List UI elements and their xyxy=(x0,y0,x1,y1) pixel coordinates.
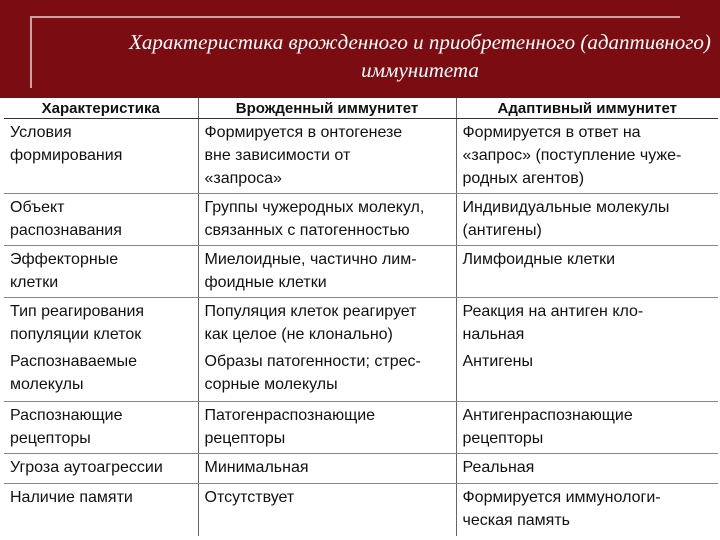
table-cell xyxy=(4,350,198,402)
cell-text: Объект распознавания xyxy=(10,199,122,239)
cell-text: Отсутствует xyxy=(204,489,295,506)
table-cell xyxy=(4,484,198,536)
table-cell xyxy=(456,246,718,298)
cell-text: Антигены xyxy=(462,352,533,370)
cell-text: Антигенраспознающие рецепторы xyxy=(462,407,633,447)
slide-title xyxy=(40,28,720,84)
cell-text: Реальная xyxy=(462,459,535,476)
cell-text: Группы чужеродных молекул, связанных с патогенностью xyxy=(204,199,425,239)
cell-text: Тип реагирования популяции клеток xyxy=(10,303,145,343)
table-cell xyxy=(4,194,198,246)
cell-text: Формируется в ответ на «запрос» (поступление чуже- родных агентов) xyxy=(462,124,682,187)
table-row xyxy=(4,454,718,484)
table-row xyxy=(4,194,718,246)
cell-text: Условия формирования xyxy=(10,124,123,164)
table-cell xyxy=(198,350,456,402)
table-cell xyxy=(198,454,456,484)
table-cell xyxy=(4,298,198,350)
cell-text: Формируется иммунологи- ческая память xyxy=(462,489,661,529)
cell-text: Образы патогенности; стрес- сорные молекулы xyxy=(204,352,421,393)
header-innate-immunity: Врожденный иммунитет xyxy=(198,98,456,119)
table-cell xyxy=(456,402,718,454)
cell-text: Распознающие рецепторы xyxy=(10,407,123,447)
table-cell xyxy=(198,246,456,298)
cell-text: Патогенраспознающие рецепторы xyxy=(204,407,376,447)
cell-text: Популяция клеток реагирует как целое (не клонально) xyxy=(204,303,417,343)
table-row xyxy=(4,350,718,402)
table-cell xyxy=(456,119,718,194)
cell-text: Наличие памяти xyxy=(10,489,133,506)
cell-text: Распознаваемые молекулы xyxy=(10,352,138,393)
slide-title-line-2: иммунитета xyxy=(361,58,479,82)
header-adaptive-immunity: Адаптивный иммунитет xyxy=(456,98,718,119)
table-cell xyxy=(198,484,456,536)
cell-text: Угроза аутоагрессии xyxy=(10,459,163,476)
cell-text: Реакция на антиген кло- нальная xyxy=(462,303,644,343)
slide-title-line-1: Характеристика врожденного и приобретенного (адаптивного) xyxy=(129,30,711,54)
table-cell xyxy=(456,194,718,246)
comparison-table xyxy=(4,98,718,536)
table-row xyxy=(4,119,718,194)
cell-text: Индивидуальные молекулы (антигены) xyxy=(462,199,670,239)
title-band xyxy=(0,0,720,98)
cell-text: Лимфоидные клетки xyxy=(462,251,616,268)
table-cell xyxy=(4,402,198,454)
table-row xyxy=(4,402,718,454)
table-cell xyxy=(198,298,456,350)
table-header-row xyxy=(4,98,718,119)
cell-text: Формируется в онтогенезе вне зависимости от «запроса» xyxy=(204,124,403,187)
table-cell xyxy=(198,119,456,194)
table-cell xyxy=(198,194,456,246)
table-cell xyxy=(4,246,198,298)
title-frame-left-line xyxy=(30,16,32,88)
table-cell xyxy=(456,454,718,484)
table-cell xyxy=(4,454,198,484)
table-cell xyxy=(456,484,718,536)
cell-text: Миелоидные, частично лим- фоидные клетки xyxy=(204,251,417,291)
cell-text: Минимальная xyxy=(204,459,309,476)
table-row xyxy=(4,484,718,536)
table-cell xyxy=(456,350,718,402)
table-row xyxy=(4,246,718,298)
table-cell xyxy=(456,298,718,350)
table-row xyxy=(4,298,718,350)
table-cell xyxy=(198,402,456,454)
title-frame-top-line xyxy=(30,16,680,18)
cell-text: Эффекторные клетки xyxy=(10,251,119,291)
header-characteristic: Характеристика xyxy=(4,98,198,119)
table-cell xyxy=(4,119,198,194)
